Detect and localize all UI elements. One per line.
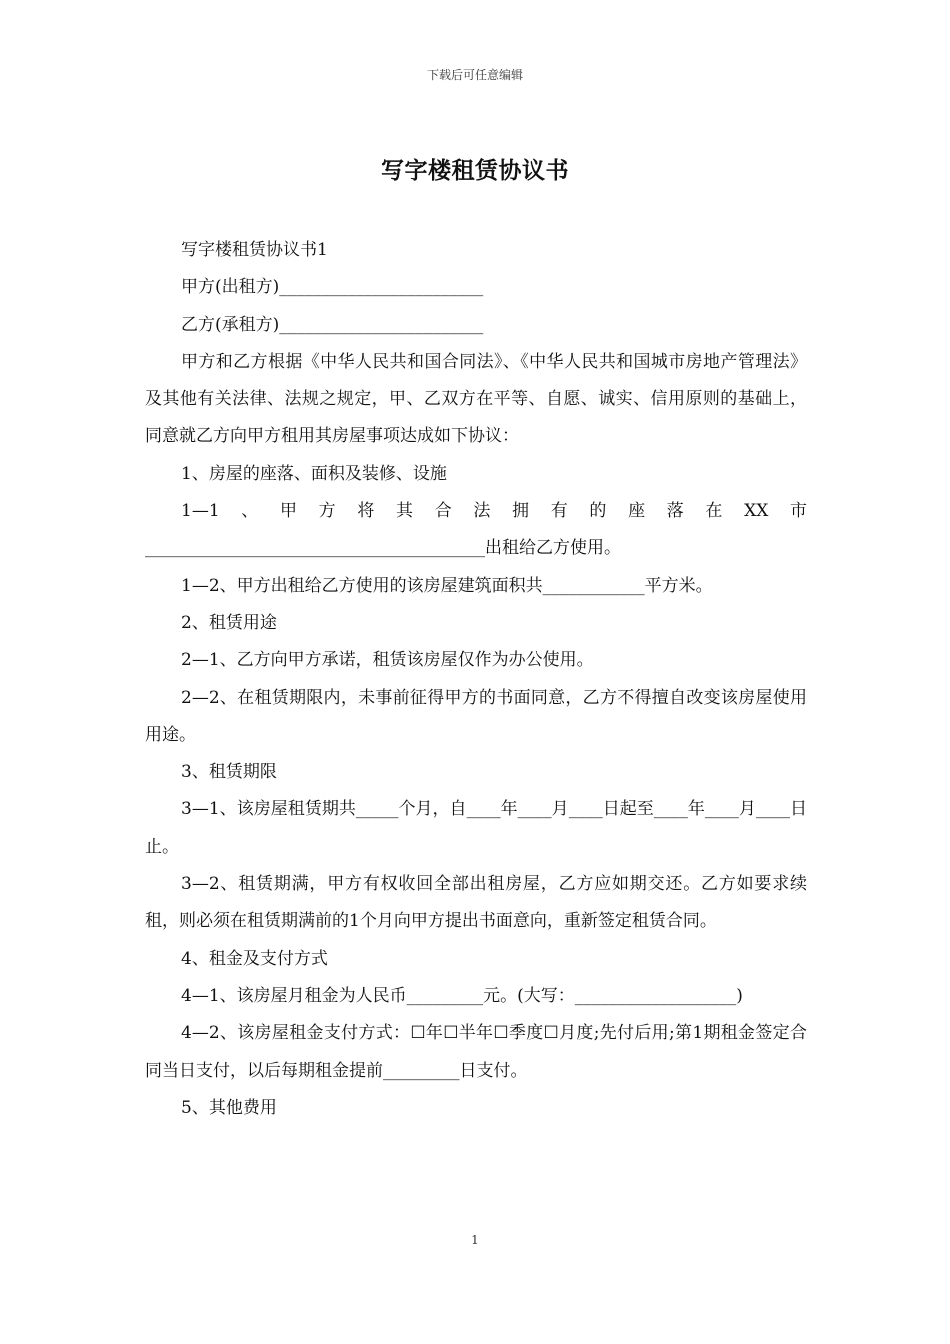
section-heading: 4、租金及支付方式 (181, 948, 328, 969)
section-heading: 3、租赁期限 (181, 762, 277, 783)
paragraph: 3—1、该房屋租赁期共_____个月，自____年____月____日起至____年____月____日止。 (145, 799, 807, 857)
paragraph: 2—2、在租赁期限内，未事前征得甲方的书面同意，乙方不得擅自改变该房屋使用用途。 (145, 687, 807, 745)
paragraph: 甲方和乙方根据《中华人民共和国合同法》、《中华人民共和国城市房地产管理法》及其他有关法律、法规之规定，甲、乙双方在平等、自愿、诚实、信用原则的基础上，同意就乙方向甲方租用其房屋事项达成如下协议： (145, 351, 807, 447)
document-body (145, 232, 807, 1127)
paragraph: 4—2、该房屋租金支付方式：☐年☐半年☐季度☐月度;先付后用;第1期租金签定合同当日支付，以后每期租金提前_________日支付。 (145, 1023, 807, 1081)
page-number: 1 (471, 1233, 479, 1247)
page-header: 下载后可任意编辑 (426, 68, 523, 82)
section-heading: 1、房屋的座落、面积及装修、设施 (181, 463, 447, 484)
paragraph: 写字楼租赁协议书1 (181, 240, 328, 260)
paragraph: 1—2、甲方出租给乙方使用的该房屋建筑面积共____________平方米。 (181, 575, 713, 596)
paragraph: 1—1、甲方将其合法拥有的座落在XX市________________________________________出租给乙方使用。 (145, 501, 807, 559)
paragraph: 2—1、乙方向甲方承诺，租赁该房屋仅作为办公使用。 (181, 650, 594, 671)
paragraph: 甲方(出租方)________________________ (181, 277, 484, 298)
section-heading: 5、其他费用 (181, 1097, 277, 1118)
section-heading: 2、租赁用途 (181, 612, 277, 633)
document-title: 写字楼租赁协议书 (381, 157, 569, 184)
paragraph: 4—1、该房屋月租金为人民币_________元。(大写：___________________) (181, 985, 743, 1006)
paragraph: 3—2、租赁期满，甲方有权收回全部出租房屋，乙方应如期交还。乙方如要求续租，则必须在租赁期满前的1个月向甲方提出书面意向，重新签定租赁合同。 (145, 874, 807, 932)
paragraph: 乙方(承租方)________________________ (181, 314, 484, 335)
